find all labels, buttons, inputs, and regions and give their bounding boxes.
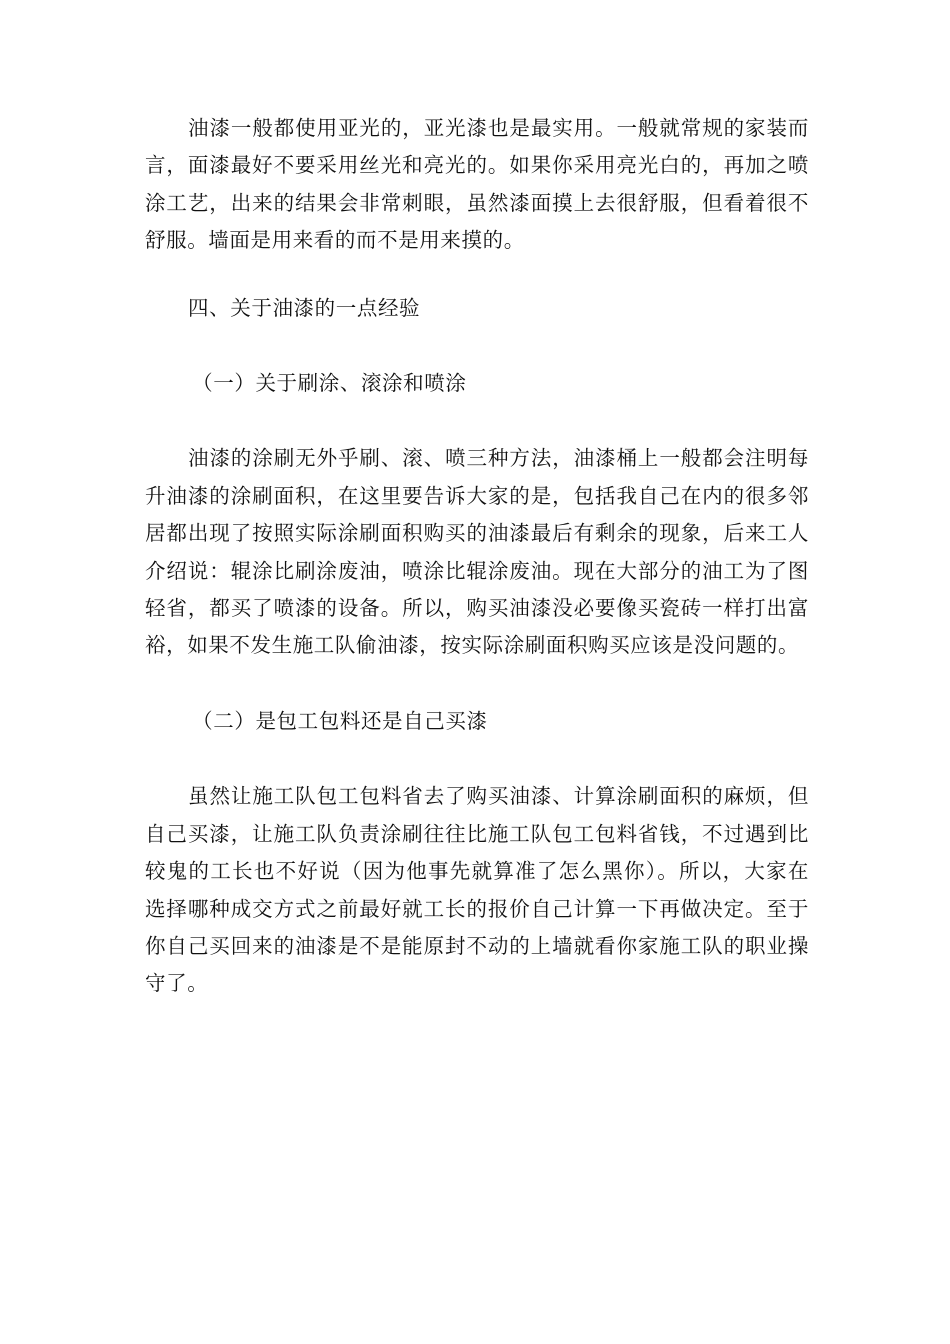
paragraph-purchase-choice: 虽然让施工队包工包料省去了购买油漆、计算涂刷面积的麻烦，但自己买漆，让施工队负责涂刷往往比施工队包工包料省钱，不过遇到比较鬼的工长也不好说（因为他事先就算准了怎么黑你）。所以，大家在选择哪种成交方式之前最好就工长的报价自己计算一下再做决定。至于你自己买回来的油漆是不是能原封不动的上墙就看你家施工队的职业操守了。: [145, 784, 809, 996]
paragraph-application-methods: 油漆的涂刷无外乎刷、滚、喷三种方法，油漆桶上一般都会注明每升油漆的涂刷面积，在这里要告诉大家的是，包括我自己在内的很多邻居都出现了按照实际涂刷面积购买的油漆最后有剩余的现象，后来工人介绍说：辊涂比刷涂废油，喷涂比辊涂废油。现在大部分的油工为了图轻省，都买了喷漆的设备。所以，购买油漆没必要像买瓷砖一样打出富裕，如果不发生施工队偷油漆，按实际涂刷面积购买应该是没问题的。: [145, 446, 809, 658]
paragraph-gloss-advice: 油漆一般都使用亚光的，亚光漆也是最实用。一般就常规的家装而言，面漆最好不要采用丝光和亮光的。如果你采用亮光白的，再加之喷涂工艺，出来的结果会非常刺眼，虽然漆面摸上去很舒服，但看着很不舒服。墙面是用来看的而不是用来摸的。: [145, 116, 809, 253]
subsection-heading-application-methods: （一）关于刷涂、滚涂和喷涂: [192, 371, 467, 396]
subsection-heading-purchase-choice: （二）是包工包料还是自己买漆: [192, 708, 488, 733]
section-heading-paint-experience: 四、关于油漆的一点经验: [188, 295, 421, 320]
document-page: [145, 110, 809, 1003]
